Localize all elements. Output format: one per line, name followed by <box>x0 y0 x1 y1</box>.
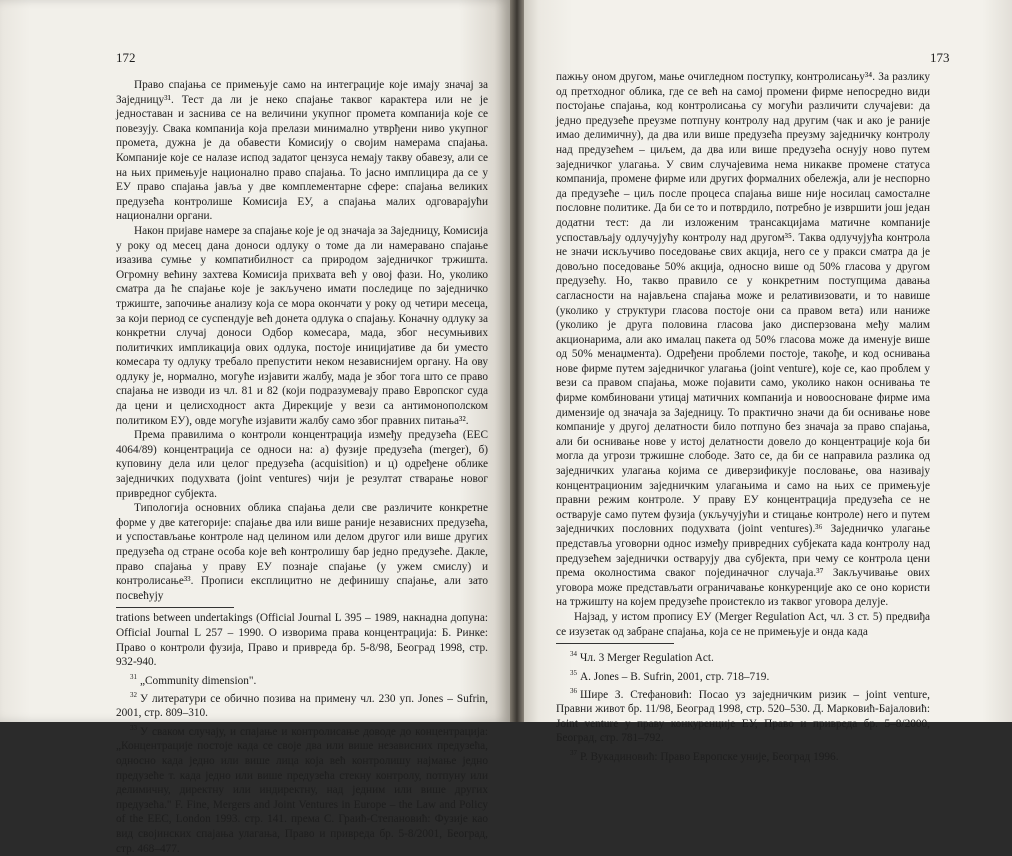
footnote-continued: trations between undertakings (Official Journal L 395 – 1989, накнадна допуна: Official Journal L 257 – 1990. О изворима права концентрација: Б. Ринке: Право о контроли фузија, Право и привреда бр. 5-8/98, Београд 1998, стр. 932-940. <box>116 612 488 669</box>
footnote-31 <box>116 670 488 688</box>
left-page-body <box>116 78 488 856</box>
left-paragraph-2: Након пријаве намере за спајање које је од значаја за Заједницу, Комисија у року од месец дана доноси одлуку о томе да ли намеравано спајање изазива сумње у компатибилност са природом заједничког тржишта. Огромну већину захтева Комисија прихвата већ у овој фази. Но, уколико сматра да ће спајање које је закључено имати последице по заједничко тржиште, започиње анализу која се мора окончати у року од четири месеца, за који период се суспендује већ донета одлука о спајању. Коначну одлуку за конкретни случај доноси Одбор комесара, мада, због несумњивих политичких импликација ових одлука, постоје иницијативе да би уместо комесара ту одлуку требало препустити неком независнијем органу. На ову одлуку је, нормално, могуће изјавити жалбу, мада је због тога што се право спајања не изводи из чл. 81 и 82 (који подразумевају право Европског суда да цени и целисходност акта Дирекције у вези са антимонополском политиком ЕУ), овде могуће изјавити жалбу само због правних питања³². <box>116 224 488 427</box>
footnote-number: 34 <box>570 650 577 659</box>
footnote-text: Р. Вукадиновић: Право Европске уније, Београд 1996. <box>580 750 839 763</box>
footnote-rule <box>556 643 674 644</box>
left-paragraph-1: Право спајања се примењује само на интеграције које имају значај за Заједницу³¹. Тест да ли је неко спајање таквог карактера или не је једноставан и заснива се на величини укупног промета компанија које се повезују. Свака компанија која прелази минимално утврђени ниво укупног промета, дужна је да обавести Комисију о својим намерама спајања. Компаније које се налазе испод задатог цензуса немају такву обавезу, али се на њих примењује национално право спајања. То јасно имплицира да се у ЕУ право спајања јавља у две комплементарне сфере: спајања великих предузећа контролише Комисија ЕУ, а спајања малих одговарајући национални органи. <box>116 79 488 223</box>
left-page-number: 172 <box>116 50 136 65</box>
left-footnotes <box>116 607 488 856</box>
footnote-32 <box>116 688 488 721</box>
right-page-number: 173 <box>930 50 950 65</box>
footnote-37 <box>556 746 930 764</box>
footnote-text: „Community dimension". <box>140 674 257 687</box>
right-paragraph-1: пажњу оном другом, мање очигледном поступку, контролисању³⁴. За разлику од претходног облика, где се већ на самој промени фирме непосредно види постојање спајања, код контролисања су могући различити случајеви: да једно предузеће преузме потпуну контролу над другим (чак и ако је раније имао делимичну), да два или више предузећа преузму заједничку контролу над предузећем – циљем, да два или више предузећа оснују ново путем заједничког улагања. У свим случајевима нема никакве промене статуса компанија, промене фирме или других формалних обележја, али је неспорно да предузеће – циљ после процеса спајања више није носилац самосталне пословне политике. Да би се то и потврдило, потребно је извршити још један додатни тест: да ли изложеним трансакцијама матичне компаније успостављају одлучујућу контролу над другом³⁵. Таква одлучујућа контрола не значи искључиво поседовање свих акција, него се у пракси сматра да је довољно поседовање 50% акција, односно више од 50% гласова у другом предузећу. Но, такво правило се у конкретним поступцима давања сагласности на најављена спајања може и релативизовати, и то навише (уколико у структури гласова постоје они са правом вета) или наниже (уколико је друга половина гласова јако дисперзована међу малим акционарима, али ако ималац пакета од 50% гласова може да именује више од 50% менаџмента). Одређени проблеми постоје, такође, и код оснивања нове фирме путем заједничког улагања (joint venture), које се, као проблем у вези са правом спајања, може појавити само, уколико након оснивања те фирме комбиновани утицај матичних компанија и новоосноване фирме има димензије од значаја за Заједницу. То практично значи да би оснивање нове компаније у другој делатности било потпуно без значаја за право спајања, али би оснивање нове у истој делатности довело до концентрације која би могла да угрози тржишне слободе. Зато се, да би се направила разлика од заједничких улагања којима се диверзификује пословање, ова називају концентрационим заједничким улагањима и само на њих се примењује правни режим контроле. У праву ЕУ концентрација предузећа се не остварује само путем фузија (укључујући и стицање контроле) него и путем заједничких пословних подухвата (joint ventures).³⁶ Заједничко улагање представља уговорни однос између привредних субјеката када контролу над предузећем заједнички остварују два субјекта, при чему се контрола цени према околностима сваког појединачног случаја.³⁷ Закључивање ових уговора може представљати ограничавање конкуренције ако се оно користи на тржишту на којем предузеће проистекло из таквог уговора делује. <box>556 71 930 609</box>
left-paragraph-3: Према правилима о контроли концентрација између предузећа (ЕЕС 4064/89) концентрација се односи на: а) фузије предузећа (merger), б) куповину дела или целог предузећа (acquisition) и ц) одређене облике заједничких подухвата (joint ventures) чији је резултат стварање новог привредног субјекта. <box>116 429 488 500</box>
footnote-number: 31 <box>130 672 137 681</box>
right-page <box>524 0 1012 763</box>
footnote-number: 37 <box>570 749 577 758</box>
footnote-text: Шире З. Стефановић: Посао уз заједничким ризик – joint venture, Правни живот бр. 11/98, Београд 1998, стр. 520–530. Д. Марковић-Бајаловић: Joint venture у праву конкуренције ЕУ, Право и привреда бр. 5–8/2000, Београд, стр. 781–792. <box>556 688 930 745</box>
left-paragraph-4: Типологија основних облика спајања дели све различите конкретне форме у две категорије: спајање два или више раније независних предузећа, и успостављање контроле над целином или делом другог или више других предузећа од стране особа које већ контролишу бар једно предузеће. Дакле, право спајања у праву ЕУ познаје спајање (у ужем смислу) и контролисање³³. Прописи експлицитно не дефинишу спајање, али зато посвећују <box>116 502 488 602</box>
footnote-text: A. Jones – B. Sufrin, 2001, стр. 718–719. <box>580 670 770 683</box>
right-footnotes <box>556 643 930 764</box>
footnote-34 <box>556 647 930 665</box>
footnote-33 <box>116 721 488 856</box>
footnote-rule <box>116 607 234 608</box>
right-paragraph-2: Најзад, у истом пропису ЕУ (Merger Regulation Act, чл. 3 ст. 5) предвиђа се изузетак од забране спајања, која се не примењује и онда када <box>556 610 930 638</box>
footnote-text: Чл. 3 Merger Regulation Act. <box>580 651 714 664</box>
footnote-number: 33 <box>130 724 137 733</box>
footnote-number: 32 <box>130 691 137 700</box>
footnote-text: У литератури се обично позива на примену чл. 230 уп. Jones – Sufrin, 2001, стр. 809–310. <box>116 692 488 720</box>
footnote-35 <box>556 666 930 684</box>
right-page-body <box>556 70 930 764</box>
footnote-text: У сваком случају, и спајање и контролисање доводе до концентрација: „Концентрације постоје када се своје два или више независних предузећа, односно када једно или више лица која већ контролишу најмање једно предузеће т. када једно или више предузећа стекну контролу, потпуну или делимичну, директну или индиректну, над једним или више других предузећа." F. Fine, Mergers and Joint Ventures in Europe – the Law and Policy of the EEC, London 1993. стр. 141. према С. Грaић-Стeпановић: Фузије као вид својинских спајања улагања, Право и привреда бр. 5-8/2001, Београд, стр. 468–477. <box>116 725 488 855</box>
book-gutter <box>510 0 524 722</box>
footnote-number: 36 <box>570 686 577 695</box>
footnote-number: 35 <box>570 668 577 677</box>
footnote-36 <box>556 684 930 746</box>
